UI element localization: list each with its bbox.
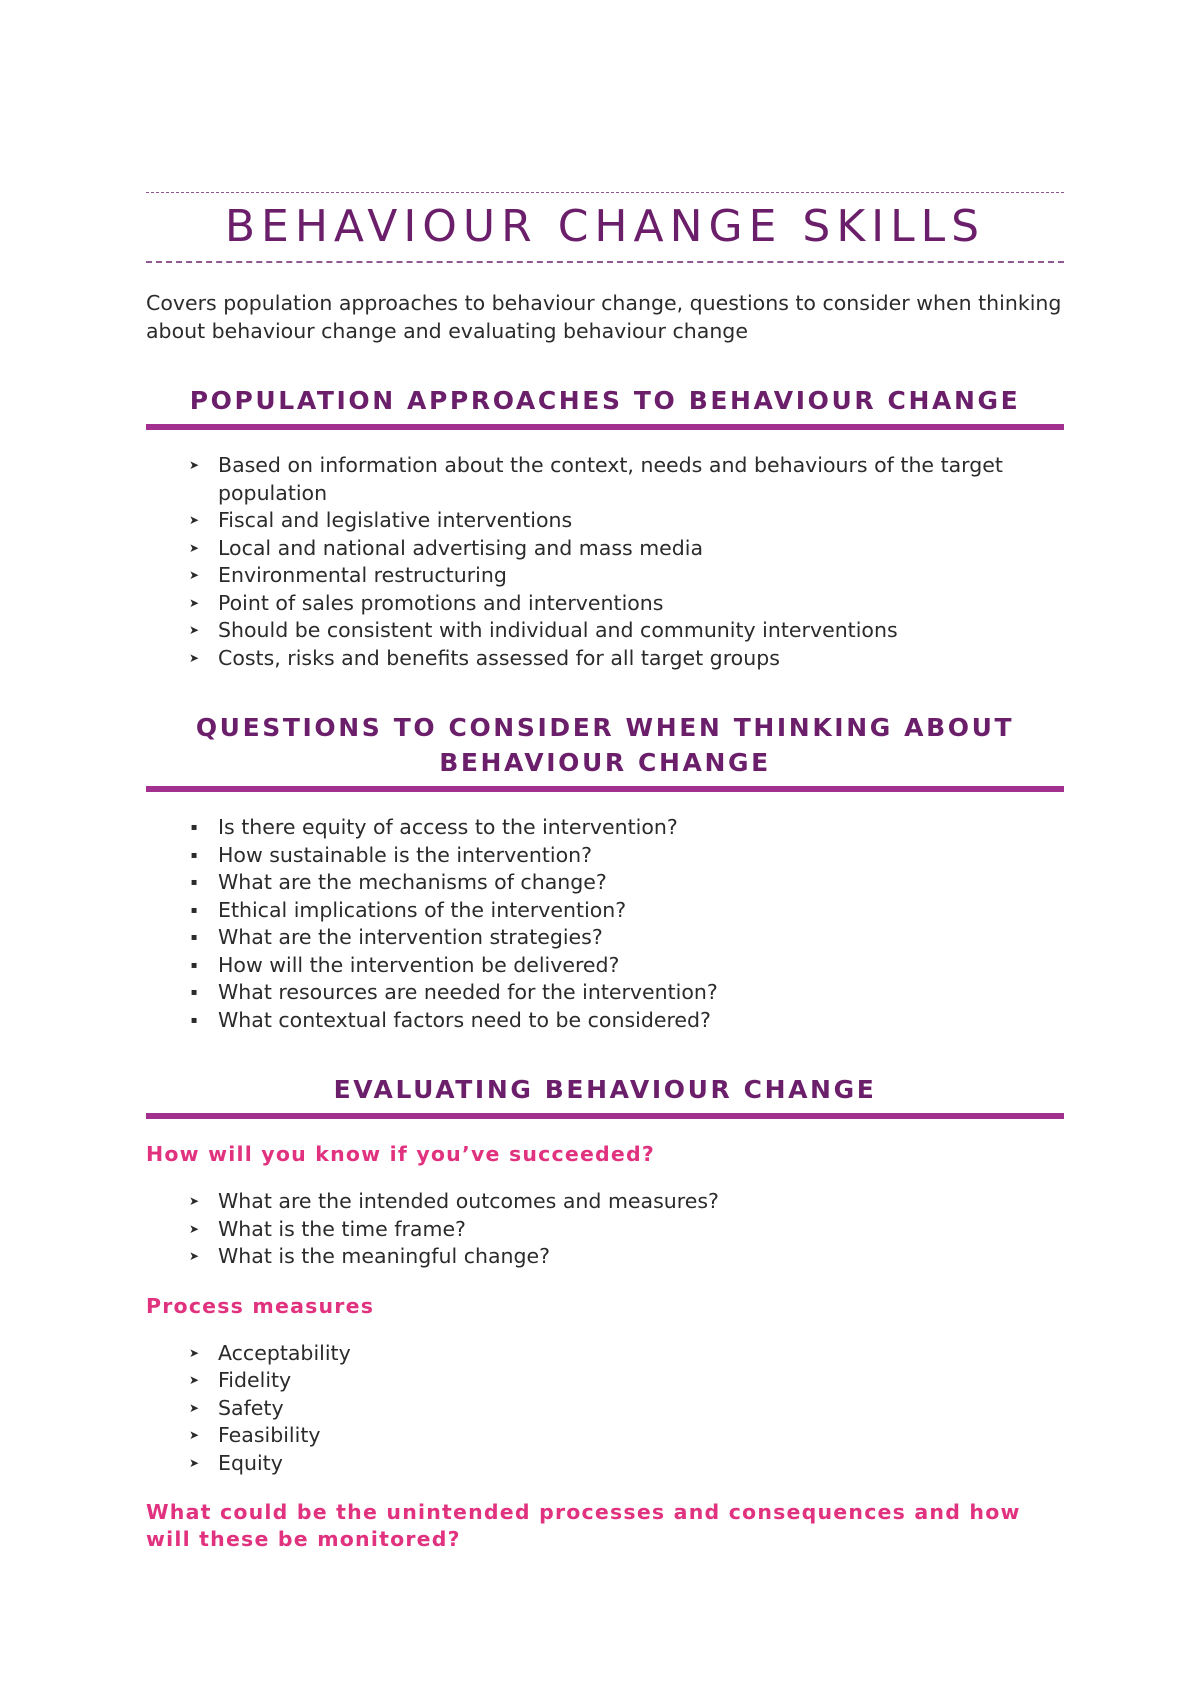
list-item: [188, 1367, 1064, 1395]
document-page: [146, 192, 1064, 1573]
square-bullet-icon: ▪: [190, 822, 198, 833]
list-item-text: Acceptability: [218, 1340, 351, 1365]
subheading-process-measures: Process measures: [146, 1293, 375, 1318]
list-item-text: How will the intervention be delivered?: [218, 952, 620, 977]
list-item-text: What is the meaningful change?: [218, 1244, 551, 1268]
title-bottom-rule: [146, 261, 1064, 263]
list-item-text: Fidelity: [218, 1368, 292, 1392]
list-item-text: Fiscal and legislative interventions: [218, 508, 573, 532]
list-item: [190, 897, 1064, 925]
list-item-text: Should be consistent with individual and community interventions: [218, 618, 898, 642]
list-item: [188, 617, 1064, 645]
subheading-unintended-consequences: What could be the unintended processes and consequences and how will these be monitored?: [146, 1500, 1021, 1551]
title-block: [146, 192, 1064, 263]
list-item: [188, 452, 1064, 507]
list-item-text: Ethical implications of the intervention?: [218, 897, 627, 922]
list-item: [190, 952, 1064, 980]
section-heading-evaluating: EVALUATING BEHAVIOUR CHANGE: [146, 1072, 1064, 1119]
list-item: [188, 562, 1064, 590]
arrow-bullet-icon: ➤: [188, 458, 200, 472]
subheading-succeeded: How will you know if you’ve succeeded?: [146, 1142, 656, 1166]
arrow-bullet-icon: ➤: [188, 1194, 200, 1208]
arrow-bullet-icon: ➤: [188, 1373, 200, 1387]
questions-list: [146, 814, 1064, 1034]
list-item: [188, 507, 1064, 535]
section-heading-population-approaches: POPULATION APPROACHES TO BEHAVIOUR CHANGE: [146, 383, 1064, 430]
list-item: [188, 1243, 1064, 1271]
arrow-bullet-icon: ➤: [188, 1221, 200, 1236]
list-item-text: Point of sales promotions and interventions: [218, 590, 664, 615]
square-bullet-icon: ▪: [190, 1014, 198, 1026]
intro-paragraph: Covers population approaches to behaviour change, questions to consider when thinking about behaviour change and evaluating behaviour change: [146, 291, 1062, 343]
square-bullet-icon: ▪: [190, 959, 198, 971]
list-item-text: What resources are needed for the intervention?: [218, 980, 718, 1004]
list-item: [190, 924, 1064, 952]
document-title: BEHAVIOUR CHANGE SKILLS: [224, 201, 986, 252]
list-item-text: Feasibility: [218, 1423, 321, 1447]
list-item-text: Based on information about the context, needs and behaviours of the target population: [218, 453, 1003, 505]
list-item-text: What are the mechanisms of change?: [218, 870, 607, 894]
arrow-bullet-icon: ➤: [188, 1345, 200, 1360]
arrow-bullet-icon: ➤: [188, 1455, 200, 1470]
list-item-text: What contextual factors need to be considered?: [218, 1007, 711, 1032]
list-item-text: Equity: [218, 1450, 283, 1475]
list-item: [190, 842, 1064, 870]
square-bullet-icon: ▪: [190, 987, 198, 998]
square-bullet-icon: ▪: [190, 877, 198, 888]
list-item-text: Environmental restructuring: [218, 563, 507, 587]
arrow-bullet-icon: ➤: [188, 568, 200, 582]
list-item: [188, 1216, 1064, 1244]
list-item-text: Is there equity of access to the intervention?: [218, 815, 678, 839]
arrow-bullet-icon: ➤: [188, 1400, 200, 1415]
list-item-text: Local and national advertising and mass media: [218, 535, 704, 560]
title-top-rule: [146, 192, 1064, 193]
arrow-bullet-icon: ➤: [188, 513, 200, 527]
list-item: [188, 1422, 1064, 1450]
list-item-text: Safety: [218, 1395, 284, 1420]
section-heading-line: BEHAVIOUR CHANGE: [439, 748, 771, 777]
arrow-bullet-icon: ➤: [188, 1249, 200, 1263]
list-item: [188, 645, 1064, 673]
list-item: [188, 590, 1064, 618]
arrow-bullet-icon: ➤: [188, 650, 200, 665]
list-item: [190, 869, 1064, 897]
list-item-text: What are the intended outcomes and measures?: [218, 1189, 719, 1213]
square-bullet-icon: ▪: [190, 904, 198, 916]
arrow-bullet-icon: ➤: [188, 1428, 200, 1442]
square-bullet-icon: ▪: [190, 849, 198, 861]
list-item-text: How sustainable is the intervention?: [218, 842, 592, 867]
list-item: [188, 1188, 1064, 1216]
list-item: [188, 1340, 1064, 1368]
list-item-text: What are the intervention strategies?: [218, 925, 603, 949]
list-item: [190, 814, 1064, 842]
section-heading-questions-to-consider: [146, 710, 1064, 792]
list-item: [188, 535, 1064, 563]
arrow-bullet-icon: ➤: [188, 623, 200, 637]
section-heading-line: QUESTIONS TO CONSIDER WHEN THINKING ABOUT: [195, 713, 1015, 742]
list-item: [190, 1007, 1064, 1035]
process-measures-list: [146, 1340, 1064, 1478]
list-item-text: What is the time frame?: [218, 1216, 466, 1241]
arrow-bullet-icon: ➤: [188, 540, 200, 555]
list-item: [188, 1450, 1064, 1478]
square-bullet-icon: ▪: [190, 932, 198, 943]
population-approaches-list: [146, 452, 1064, 672]
arrow-bullet-icon: ➤: [188, 595, 200, 610]
list-item-text: Costs, risks and benefits assessed for all target groups: [218, 645, 780, 670]
list-item: [188, 1395, 1064, 1423]
success-questions-list: [146, 1188, 1064, 1271]
list-item: [190, 979, 1064, 1007]
